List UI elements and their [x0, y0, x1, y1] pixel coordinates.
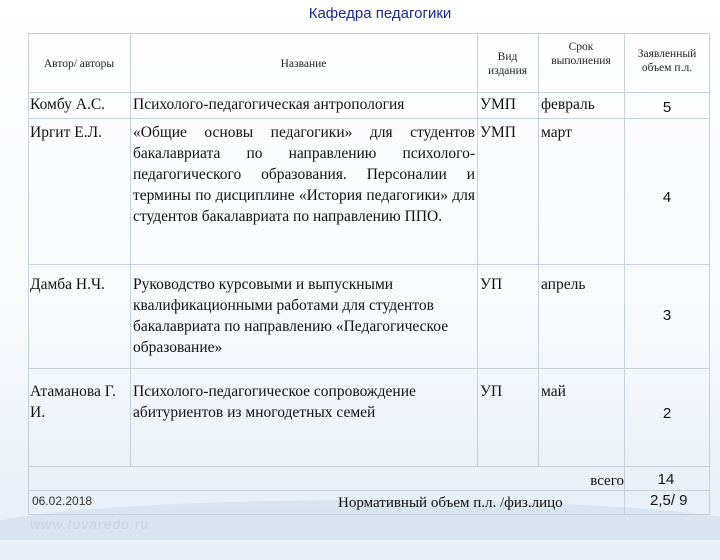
row-divider: [28, 466, 710, 467]
row-1-author: Комбу А.С.: [30, 96, 106, 113]
row-1-name: Психолого-педагогическая антропология: [133, 96, 405, 113]
row-3-type: УП: [480, 276, 503, 293]
row-4-deadline: май: [541, 383, 566, 400]
column-divider: [538, 33, 539, 466]
total-value: 14: [657, 471, 675, 488]
total-label: всего: [590, 473, 624, 489]
row-3-deadline: апрель: [541, 276, 586, 293]
header-volume: Заявленный объем п.л.: [637, 48, 697, 74]
row-2-volume: 4: [662, 189, 672, 206]
row-3-author: Дамба Н.Ч.: [30, 276, 105, 293]
normative-value: 2,5/ 9: [650, 492, 688, 509]
table-bottom-border: [28, 514, 710, 515]
header-name: Название: [280, 58, 327, 70]
row-divider: [28, 490, 710, 491]
row-4-type: УП: [480, 383, 503, 400]
column-divider: [130, 33, 131, 466]
row-4-name: Психолого-педагогическое сопровождение абитуриентов из многодетных семей: [133, 383, 416, 421]
row-4-author: Атаманова Г. И.: [30, 383, 116, 421]
header-deadline: Срок выполнения: [551, 41, 611, 67]
row-3-name: Руководство курсовыми и выпускными квалификационными работами для студентов бакалавриата по направлению «Педагогическое образование»: [133, 276, 449, 356]
row-1-volume: 5: [662, 99, 672, 116]
column-divider: [477, 33, 478, 466]
column-divider: [28, 33, 29, 514]
header-type: Вид издания: [487, 51, 528, 77]
normative-label: Нормативный объем п.л. /физ.лицо: [338, 495, 563, 511]
page-title: Кафедра педагогики: [308, 5, 452, 22]
row-2-author: Иргит Е.Л.: [30, 124, 102, 141]
row-3-volume: 3: [662, 307, 672, 324]
footer-date: 06.02.2018: [32, 494, 93, 508]
header-author: Автор/ авторы: [43, 58, 115, 70]
row-1-deadline: февраль: [541, 96, 595, 113]
row-1-type: УМП: [480, 96, 516, 113]
row-2-type: УМП: [480, 124, 516, 141]
watermark-text: www.tuvaredu.ru: [30, 516, 150, 532]
row-2-deadline: март: [541, 124, 572, 141]
row-2-name: «Общие основы педагогики» для студентов бакалавриата по направлению психолого-педагогического образования. Персоналии и термины по дисциплине «История педагогики» для студентов бакалавриата по направлению ППО.: [133, 124, 475, 225]
row-4-volume: 2: [662, 405, 672, 422]
